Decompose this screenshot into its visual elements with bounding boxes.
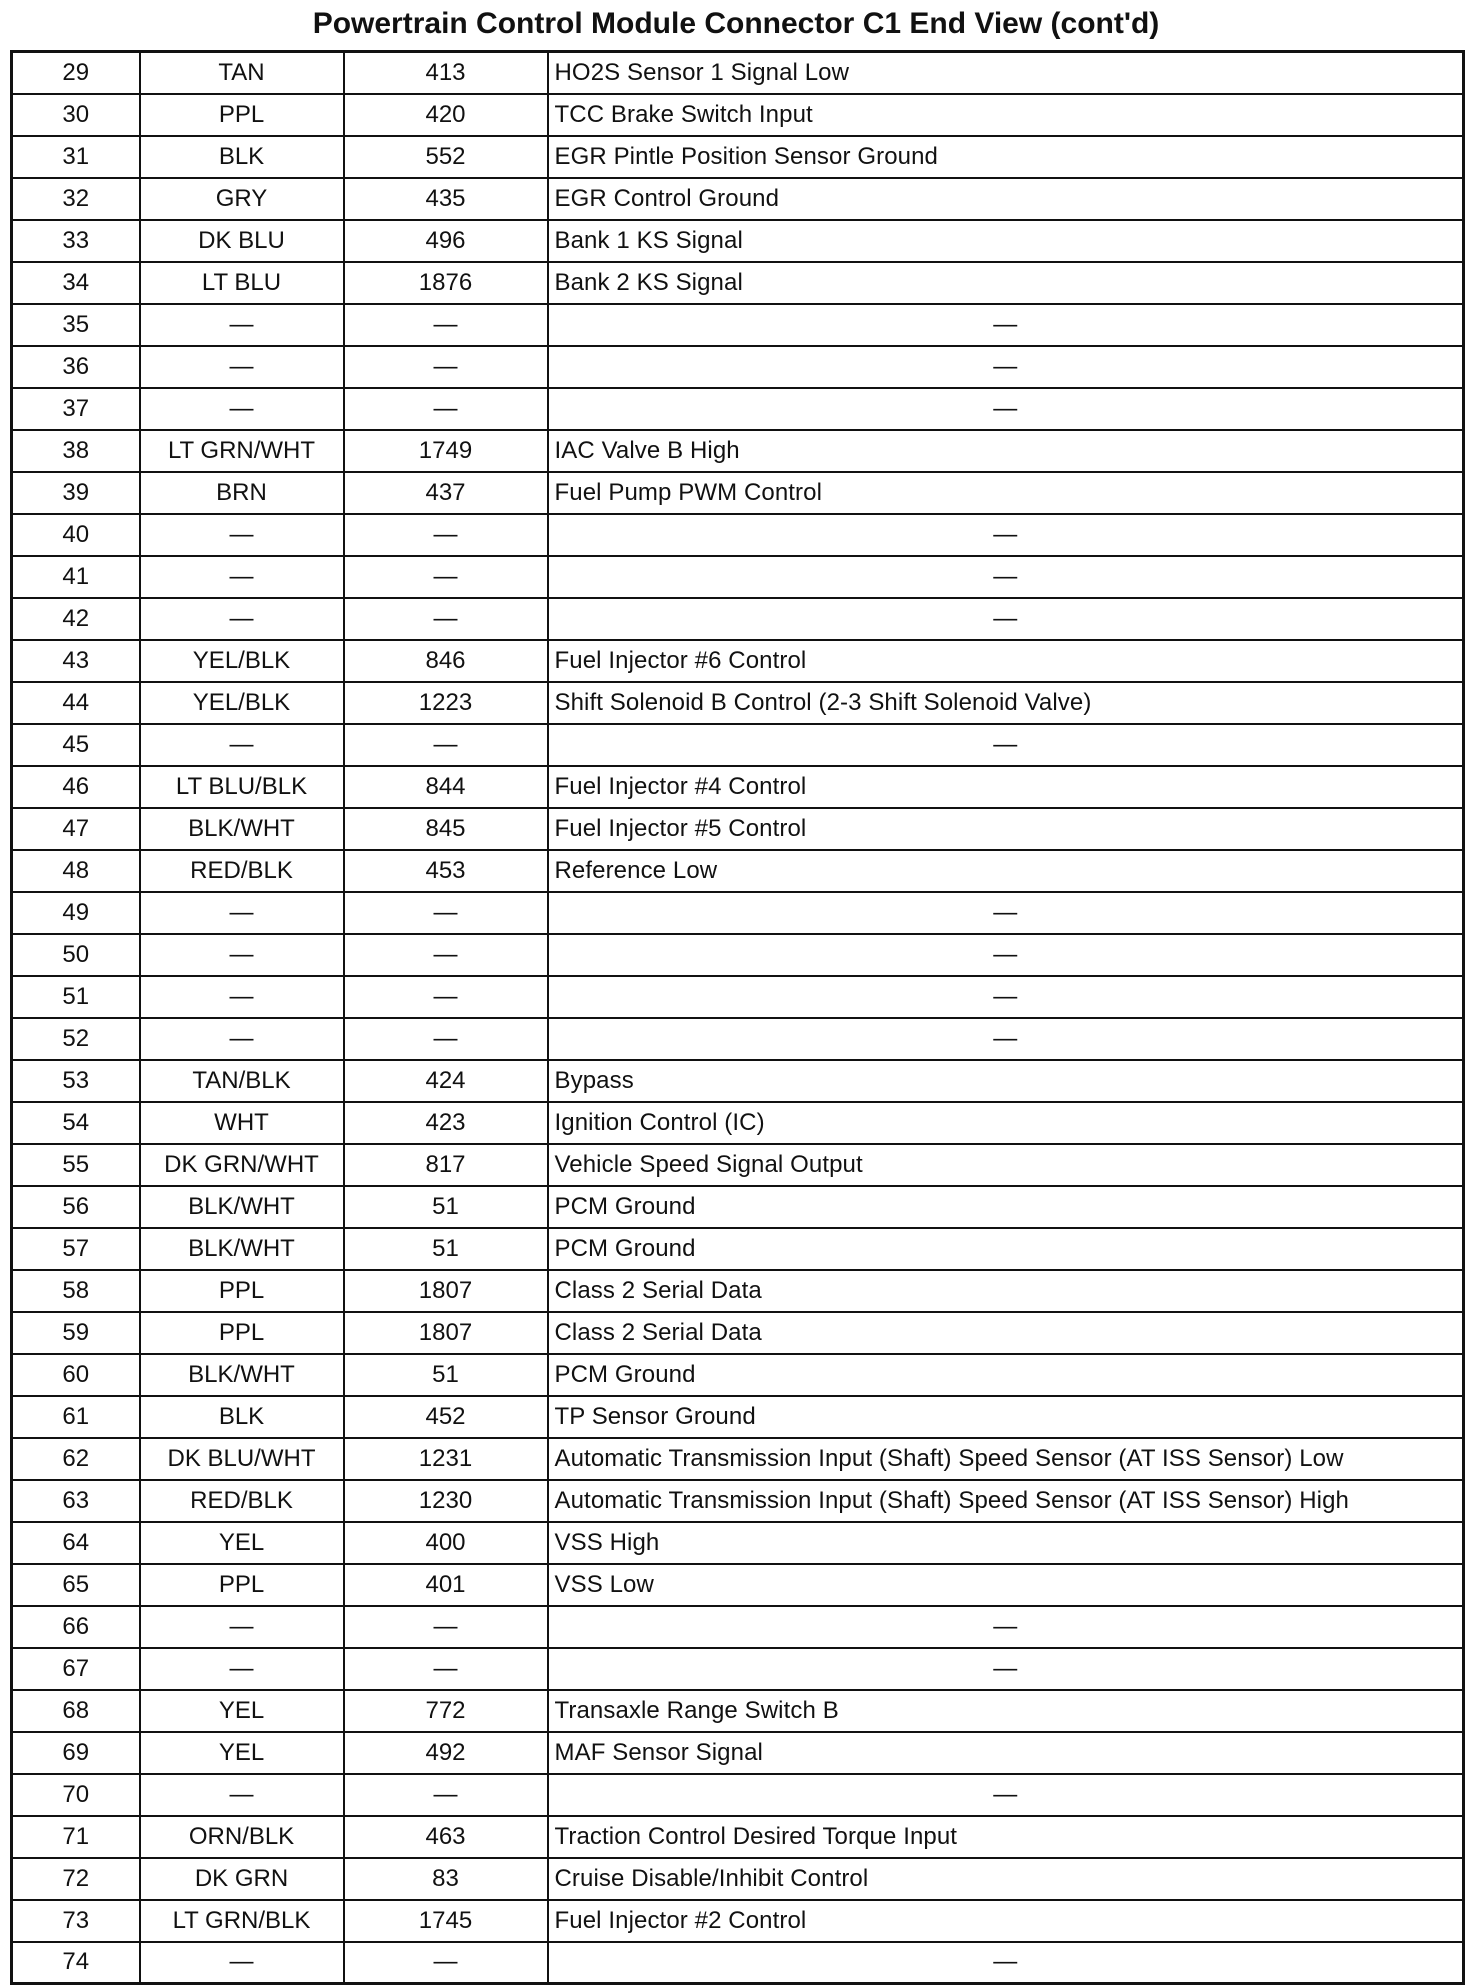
circuit-number-cell: 435 [344, 178, 548, 220]
wire-color-cell: LT BLU/BLK [140, 766, 344, 808]
table-row [12, 850, 1464, 892]
table-row [12, 1312, 1464, 1354]
circuit-number-cell: — [344, 304, 548, 346]
function-cell: Reference Low [548, 850, 1464, 892]
wire-color-cell: YEL [140, 1732, 344, 1774]
function-cell: PCM Ground [548, 1354, 1464, 1396]
circuit-number-cell: 846 [344, 640, 548, 682]
table-row [12, 1774, 1464, 1816]
wire-color-cell: PPL [140, 94, 344, 136]
circuit-number-cell: — [344, 514, 548, 556]
wire-color-cell: RED/BLK [140, 1480, 344, 1522]
table-row [12, 1144, 1464, 1186]
wire-color-cell: BLK [140, 1396, 344, 1438]
table-row [12, 262, 1464, 304]
pin-number-cell: 31 [12, 136, 140, 178]
wire-color-cell: PPL [140, 1312, 344, 1354]
circuit-number-cell: 401 [344, 1564, 548, 1606]
table-row [12, 808, 1464, 850]
circuit-number-cell: — [344, 388, 548, 430]
table-row [12, 724, 1464, 766]
pin-number-cell: 50 [12, 934, 140, 976]
pin-number-cell: 62 [12, 1438, 140, 1480]
wire-color-cell: PPL [140, 1270, 344, 1312]
wire-color-cell: — [140, 598, 344, 640]
wire-color-cell: — [140, 892, 344, 934]
function-cell: Fuel Pump PWM Control [548, 472, 1464, 514]
function-cell: Class 2 Serial Data [548, 1312, 1464, 1354]
function-cell: MAF Sensor Signal [548, 1732, 1464, 1774]
function-cell: — [548, 1942, 1464, 1984]
pin-number-cell: 49 [12, 892, 140, 934]
pin-number-cell: 73 [12, 1900, 140, 1942]
function-cell: EGR Pintle Position Sensor Ground [548, 136, 1464, 178]
function-cell: Bypass [548, 1060, 1464, 1102]
function-cell: — [548, 388, 1464, 430]
pin-number-cell: 43 [12, 640, 140, 682]
wire-color-cell: — [140, 1648, 344, 1690]
table-row [12, 1648, 1464, 1690]
pin-number-cell: 44 [12, 682, 140, 724]
function-cell: PCM Ground [548, 1186, 1464, 1228]
circuit-number-cell: 413 [344, 52, 548, 94]
wire-color-cell: TAN [140, 52, 344, 94]
function-cell: VSS High [548, 1522, 1464, 1564]
circuit-number-cell: 552 [344, 136, 548, 178]
pin-number-cell: 56 [12, 1186, 140, 1228]
wire-color-cell: YEL/BLK [140, 682, 344, 724]
wire-color-cell: BLK/WHT [140, 808, 344, 850]
pin-number-cell: 61 [12, 1396, 140, 1438]
pin-number-cell: 70 [12, 1774, 140, 1816]
page-title: Powertrain Control Module Connector C1 End View (cont'd) [312, 7, 1160, 40]
wire-color-cell: BRN [140, 472, 344, 514]
pin-number-cell: 51 [12, 976, 140, 1018]
table-row [12, 304, 1464, 346]
table-row [12, 1102, 1464, 1144]
function-cell: Cruise Disable/Inhibit Control [548, 1858, 1464, 1900]
table-row [12, 1438, 1464, 1480]
wire-color-cell: LT BLU [140, 262, 344, 304]
wire-color-cell: — [140, 1774, 344, 1816]
circuit-number-cell: 1749 [344, 430, 548, 472]
pin-number-cell: 59 [12, 1312, 140, 1354]
table-row [12, 1606, 1464, 1648]
function-cell: Transaxle Range Switch B [548, 1690, 1464, 1732]
table-row [12, 1480, 1464, 1522]
pin-number-cell: 37 [12, 388, 140, 430]
pin-number-cell: 48 [12, 850, 140, 892]
wire-color-cell: YEL [140, 1522, 344, 1564]
table-row [12, 598, 1464, 640]
circuit-number-cell: — [344, 1648, 548, 1690]
pin-number-cell: 74 [12, 1942, 140, 1984]
circuit-number-cell: 844 [344, 766, 548, 808]
circuit-number-cell: 845 [344, 808, 548, 850]
pin-number-cell: 63 [12, 1480, 140, 1522]
circuit-number-cell: 1876 [344, 262, 548, 304]
circuit-number-cell: 452 [344, 1396, 548, 1438]
wire-color-cell: YEL [140, 1690, 344, 1732]
pin-number-cell: 39 [12, 472, 140, 514]
wire-color-cell: — [140, 1942, 344, 1984]
function-cell: Vehicle Speed Signal Output [548, 1144, 1464, 1186]
table-row [12, 178, 1464, 220]
table-row [12, 514, 1464, 556]
pin-number-cell: 71 [12, 1816, 140, 1858]
pin-number-cell: 41 [12, 556, 140, 598]
table-row [12, 52, 1464, 94]
circuit-number-cell: — [344, 1606, 548, 1648]
pin-number-cell: 35 [12, 304, 140, 346]
function-cell: Fuel Injector #5 Control [548, 808, 1464, 850]
table-row [12, 136, 1464, 178]
function-cell: — [548, 556, 1464, 598]
function-cell: Fuel Injector #6 Control [548, 640, 1464, 682]
pin-number-cell: 64 [12, 1522, 140, 1564]
pin-number-cell: 69 [12, 1732, 140, 1774]
pin-number-cell: 55 [12, 1144, 140, 1186]
pin-number-cell: 53 [12, 1060, 140, 1102]
circuit-number-cell: 51 [344, 1186, 548, 1228]
pin-number-cell: 32 [12, 178, 140, 220]
circuit-number-cell: — [344, 598, 548, 640]
function-cell: Fuel Injector #4 Control [548, 766, 1464, 808]
table-row [12, 640, 1464, 682]
function-cell: TP Sensor Ground [548, 1396, 1464, 1438]
wire-color-cell: RED/BLK [140, 850, 344, 892]
table-row [12, 1018, 1464, 1060]
circuit-number-cell: 420 [344, 94, 548, 136]
circuit-number-cell: 1223 [344, 682, 548, 724]
circuit-number-cell: 51 [344, 1354, 548, 1396]
table-row [12, 1522, 1464, 1564]
function-cell: — [548, 514, 1464, 556]
pin-number-cell: 57 [12, 1228, 140, 1270]
function-cell: — [548, 598, 1464, 640]
function-cell: Bank 2 KS Signal [548, 262, 1464, 304]
wire-color-cell: BLK/WHT [140, 1186, 344, 1228]
table-row [12, 1228, 1464, 1270]
pin-number-cell: 40 [12, 514, 140, 556]
circuit-number-cell: 1231 [344, 1438, 548, 1480]
wire-color-cell: — [140, 388, 344, 430]
pin-number-cell: 68 [12, 1690, 140, 1732]
circuit-number-cell: 817 [344, 1144, 548, 1186]
function-cell: — [548, 1606, 1464, 1648]
circuit-number-cell: 400 [344, 1522, 548, 1564]
table-row [12, 1186, 1464, 1228]
wire-color-cell: — [140, 346, 344, 388]
function-cell: Automatic Transmission Input (Shaft) Speed Sensor (AT ISS Sensor) High [548, 1480, 1464, 1522]
pin-number-cell: 66 [12, 1606, 140, 1648]
wire-color-cell: LT GRN/BLK [140, 1900, 344, 1942]
wire-color-cell: — [140, 976, 344, 1018]
table-row [12, 1900, 1464, 1942]
pin-number-cell: 67 [12, 1648, 140, 1690]
circuit-number-cell: — [344, 934, 548, 976]
circuit-number-cell: — [344, 346, 548, 388]
function-cell: — [548, 1648, 1464, 1690]
function-cell: Automatic Transmission Input (Shaft) Speed Sensor (AT ISS Sensor) Low [548, 1438, 1464, 1480]
circuit-number-cell: 1807 [344, 1270, 548, 1312]
table-row [12, 1858, 1464, 1900]
pin-number-cell: 58 [12, 1270, 140, 1312]
circuit-number-cell: 437 [344, 472, 548, 514]
pin-number-cell: 65 [12, 1564, 140, 1606]
pin-number-cell: 45 [12, 724, 140, 766]
table-row [12, 1942, 1464, 1984]
circuit-number-cell: 83 [344, 1858, 548, 1900]
table-row [12, 388, 1464, 430]
wire-color-cell: TAN/BLK [140, 1060, 344, 1102]
function-cell: Ignition Control (IC) [548, 1102, 1464, 1144]
table-row [12, 1816, 1464, 1858]
function-cell: TCC Brake Switch Input [548, 94, 1464, 136]
pin-number-cell: 60 [12, 1354, 140, 1396]
wire-color-cell: — [140, 304, 344, 346]
table-row [12, 1690, 1464, 1732]
circuit-number-cell: — [344, 1018, 548, 1060]
circuit-number-cell: 772 [344, 1690, 548, 1732]
pin-number-cell: 38 [12, 430, 140, 472]
pin-number-cell: 30 [12, 94, 140, 136]
function-cell: Traction Control Desired Torque Input [548, 1816, 1464, 1858]
wire-color-cell: PPL [140, 1564, 344, 1606]
function-cell: — [548, 976, 1464, 1018]
wire-color-cell: DK BLU [140, 220, 344, 262]
function-cell: EGR Control Ground [548, 178, 1464, 220]
function-cell: HO2S Sensor 1 Signal Low [548, 52, 1464, 94]
circuit-number-cell: 492 [344, 1732, 548, 1774]
pin-number-cell: 33 [12, 220, 140, 262]
wire-color-cell: — [140, 556, 344, 598]
function-cell: — [548, 304, 1464, 346]
table-row [12, 976, 1464, 1018]
pin-number-cell: 36 [12, 346, 140, 388]
circuit-number-cell: 1745 [344, 1900, 548, 1942]
connector-pinout-table [10, 50, 1465, 1985]
wire-color-cell: — [140, 934, 344, 976]
wire-color-cell: BLK [140, 136, 344, 178]
circuit-number-cell: 423 [344, 1102, 548, 1144]
wire-color-cell: DK BLU/WHT [140, 1438, 344, 1480]
circuit-number-cell: — [344, 724, 548, 766]
pin-number-cell: 46 [12, 766, 140, 808]
function-cell: — [548, 892, 1464, 934]
circuit-number-cell: 51 [344, 1228, 548, 1270]
wire-color-cell: — [140, 724, 344, 766]
pin-number-cell: 47 [12, 808, 140, 850]
table-row [12, 1354, 1464, 1396]
function-cell: — [548, 934, 1464, 976]
table-row [12, 472, 1464, 514]
circuit-number-cell: 463 [344, 1816, 548, 1858]
function-cell: IAC Valve B High [548, 430, 1464, 472]
table-row [12, 430, 1464, 472]
wire-color-cell: ORN/BLK [140, 1816, 344, 1858]
table-row [12, 1732, 1464, 1774]
wire-color-cell: BLK/WHT [140, 1354, 344, 1396]
function-cell: — [548, 346, 1464, 388]
wire-color-cell: — [140, 1606, 344, 1648]
table-row [12, 1060, 1464, 1102]
wire-color-cell: DK GRN [140, 1858, 344, 1900]
circuit-number-cell: 1230 [344, 1480, 548, 1522]
circuit-number-cell: — [344, 1774, 548, 1816]
wire-color-cell: GRY [140, 178, 344, 220]
pin-number-cell: 29 [12, 52, 140, 94]
table-row [12, 682, 1464, 724]
table-row [12, 1564, 1464, 1606]
circuit-number-cell: 496 [344, 220, 548, 262]
wire-color-cell: — [140, 514, 344, 556]
table-row [12, 346, 1464, 388]
table-row [12, 94, 1464, 136]
function-cell: Bank 1 KS Signal [548, 220, 1464, 262]
function-cell: — [548, 1774, 1464, 1816]
table-row [12, 766, 1464, 808]
circuit-number-cell: — [344, 976, 548, 1018]
circuit-number-cell: 1807 [344, 1312, 548, 1354]
circuit-number-cell: 453 [344, 850, 548, 892]
pin-number-cell: 72 [12, 1858, 140, 1900]
table-row [12, 892, 1464, 934]
wire-color-cell: — [140, 1018, 344, 1060]
circuit-number-cell: — [344, 1942, 548, 1984]
table-row [12, 220, 1464, 262]
function-cell: VSS Low [548, 1564, 1464, 1606]
table-row [12, 556, 1464, 598]
function-cell: — [548, 1018, 1464, 1060]
function-cell: Fuel Injector #2 Control [548, 1900, 1464, 1942]
function-cell: Shift Solenoid B Control (2-3 Shift Solenoid Valve) [548, 682, 1464, 724]
function-cell: PCM Ground [548, 1228, 1464, 1270]
circuit-number-cell: — [344, 556, 548, 598]
wire-color-cell: YEL/BLK [140, 640, 344, 682]
wire-color-cell: WHT [140, 1102, 344, 1144]
circuit-number-cell: — [344, 892, 548, 934]
function-cell: — [548, 724, 1464, 766]
table-row [12, 1270, 1464, 1312]
pinout-table-body [12, 52, 1464, 1984]
function-cell: Class 2 Serial Data [548, 1270, 1464, 1312]
pin-number-cell: 52 [12, 1018, 140, 1060]
wire-color-cell: BLK/WHT [140, 1228, 344, 1270]
table-row [12, 934, 1464, 976]
wire-color-cell: LT GRN/WHT [140, 430, 344, 472]
table-row [12, 1396, 1464, 1438]
wire-color-cell: DK GRN/WHT [140, 1144, 344, 1186]
circuit-number-cell: 424 [344, 1060, 548, 1102]
pin-number-cell: 42 [12, 598, 140, 640]
pin-number-cell: 34 [12, 262, 140, 304]
pin-number-cell: 54 [12, 1102, 140, 1144]
